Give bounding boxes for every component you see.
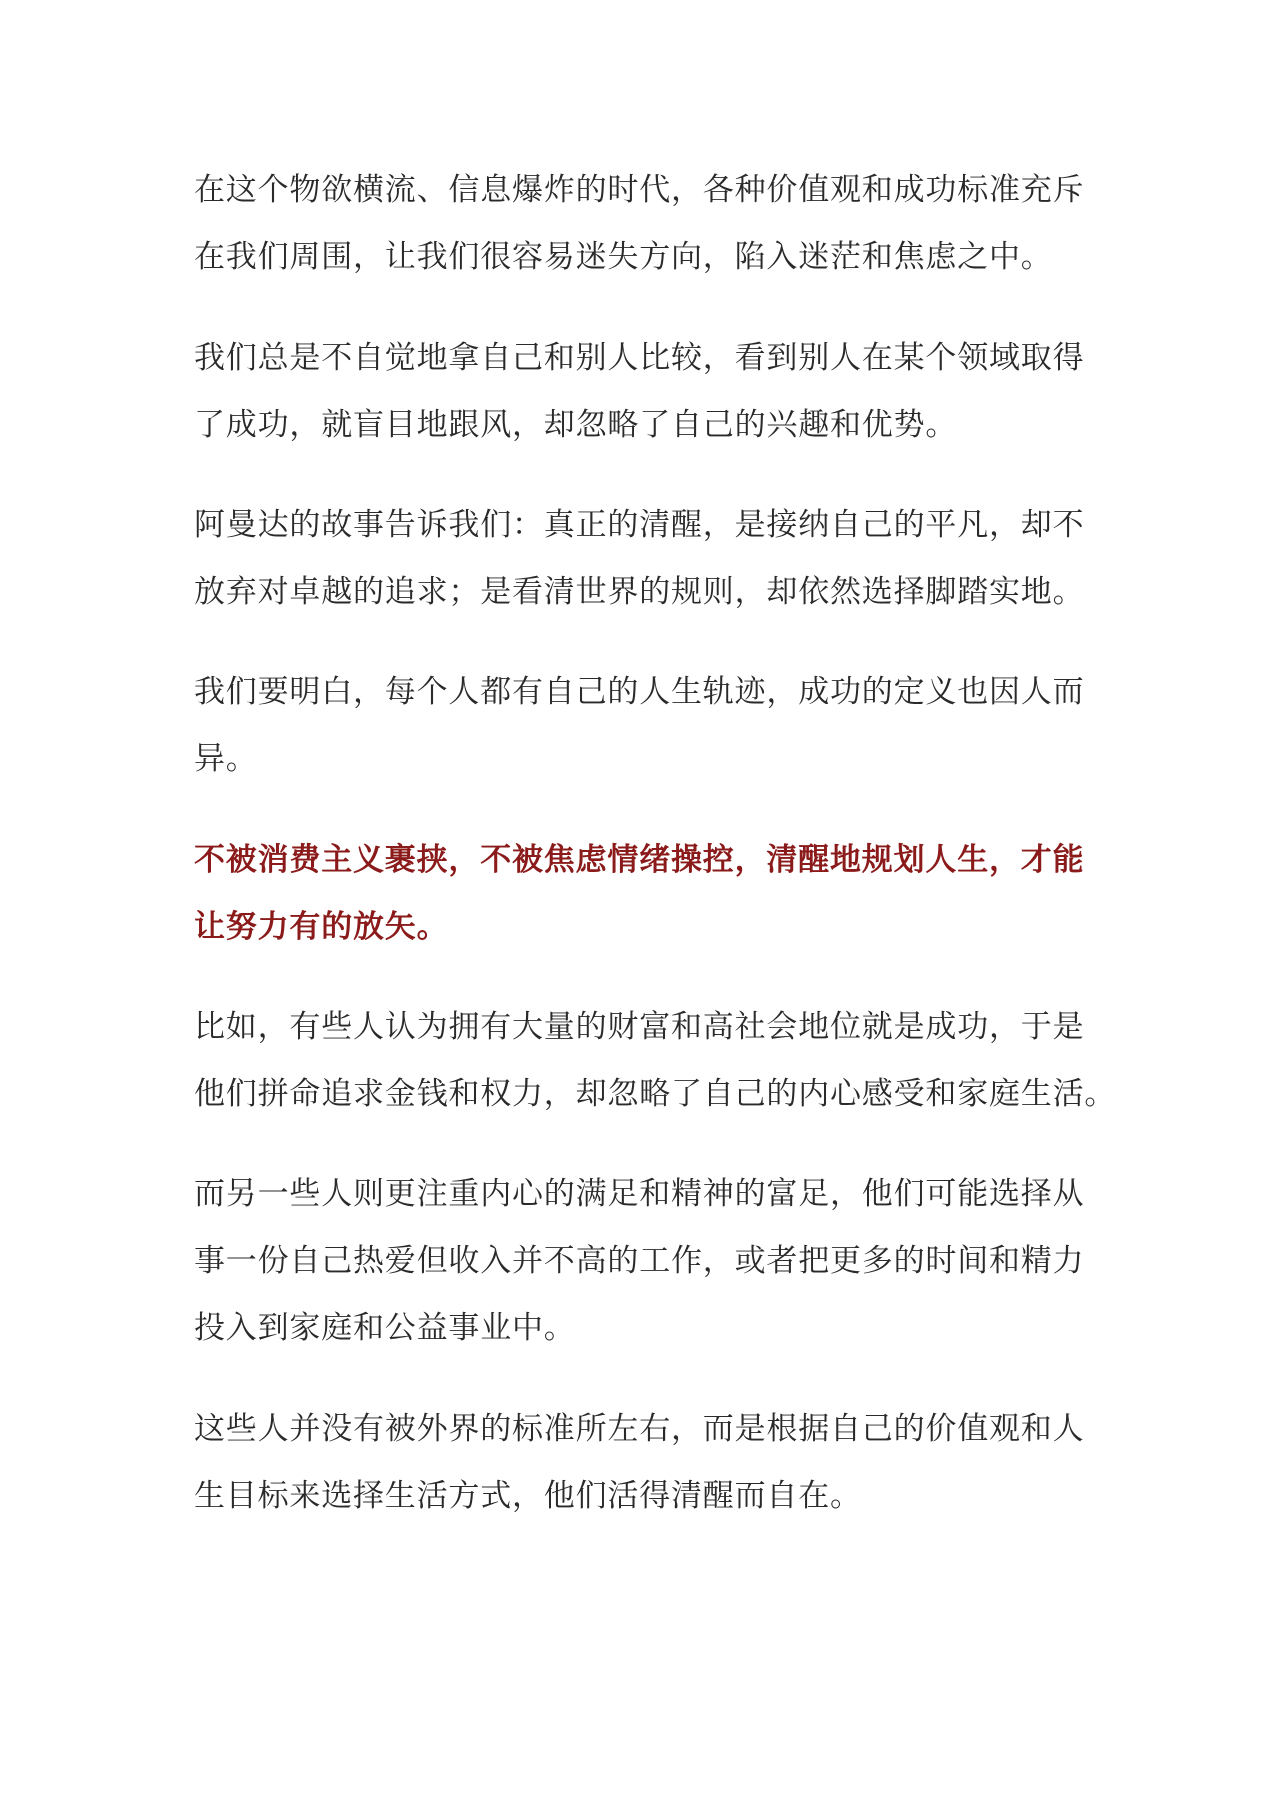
paragraph-line: 投入到家庭和公益事业中。 [194,1310,576,1346]
emphasis-line: 不被消费主义裹挟，不被焦虑情绪操控，清醒地规划人生，才能 [194,842,1085,878]
paragraph-line: 在这个物欲横流、信息爆炸的时代，各种价值观和成功标准充斥 [194,172,1085,208]
paragraph-line: 了成功，就盲目地跟风，却忽略了自己的兴趣和优势。 [194,407,958,443]
paragraph-line: 这些人并没有被外界的标准所左右，而是根据自己的价值观和人 [194,1411,1085,1447]
paragraph-line: 我们总是不自觉地拿自己和别人比较，看到别人在某个领域取得 [194,340,1085,376]
paragraph-line: 放弃对卓越的追求；是看清世界的规则，却依然选择脚踏实地。 [194,574,1085,610]
paragraph-line: 在我们周围，让我们很容易迷失方向，陷入迷茫和焦虑之中。 [194,239,1053,275]
paragraph-line: 他们拼命追求金钱和权力，却忽略了自己的内心感受和家庭生活。 [194,1076,1117,1112]
paragraph-line: 异。 [194,741,258,777]
emphasis-line: 让努力有的放矢。 [194,909,449,945]
paragraph-line: 阿曼达的故事告诉我们：真正的清醒，是接纳自己的平凡，却不 [194,507,1085,543]
paragraph-line: 比如，有些人认为拥有大量的财富和高社会地位就是成功，于是 [194,1009,1085,1045]
paragraph-line: 而另一些人则更注重内心的满足和精神的富足，他们可能选择从 [194,1176,1085,1212]
paragraph-line: 生目标来选择生活方式，他们活得清醒而自在。 [194,1478,862,1514]
paragraph-line: 我们要明白，每个人都有自己的人生轨迹，成功的定义也因人而 [194,674,1085,710]
paragraph-line: 事一份自己热爱但收入并不高的工作，或者把更多的时间和精力 [194,1243,1085,1279]
